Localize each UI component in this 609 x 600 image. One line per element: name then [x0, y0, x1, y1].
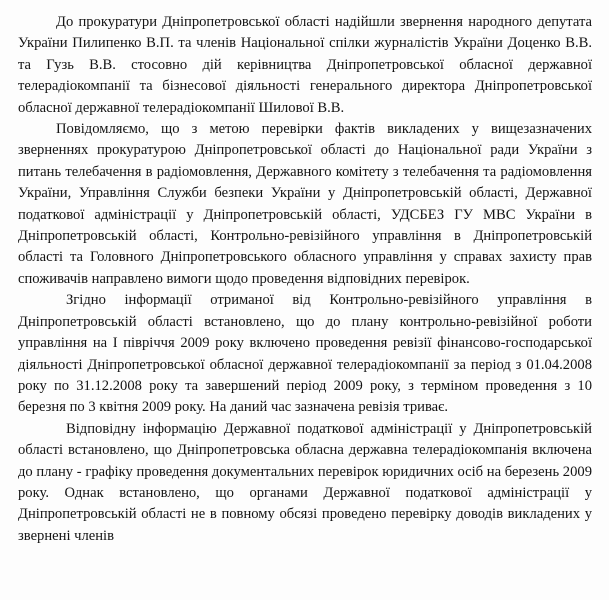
document-body: [18, 12, 592, 547]
paragraph-appeals-received: До прокуратури Дніпропетровської області надійшли звернення народного депутата України Пилипенко В.П. та членів Національної спілки журналістів України Доценко В.В. та Гузь В.В. стосовно дій керівництва Дніпропетровської обласної державної телерадіокомпанії та бізнесової діяльності генерального директора Дніпропетровської обласної державної телерадіокомпанії Шилової В.В.: [18, 14, 592, 116]
paragraph-inspection-requests: Повідомляємо, що з метою перевірки фактів викладених у вищезазначених зверненнях прокуратурою Дніпропетровської області до Національної ради України з питань телебачення в радіомовлення, Державного комітету з телебачення та радіомовлення України, Управління Служби безпеки України у Дніпропетровській області, Державної податкової адміністрації у Дніпропетровській області, УДСБЕЗ ГУ МВС України в Дніпропетровській області, Контрольно-ревізійного управління в Дніпропетровській області та Головного Дніпропетровського обласного управління у справах захисту прав споживачів направлено вимоги щодо проведення відповідних перевірок.: [18, 121, 592, 287]
paragraph-audit-info: Згідно інформації отриманої від Контрольно-ревізійного управління в Дніпропетровській області встановлено, що до плану контрольно-ревізійної роботи управління на I півріччя 2009 року включено проведення ревізії фінансово-господарської діяльності Дніпропетровської обласної державної телерадіокомпанії за період з 01.04.2008 року по 31.12.2008 року та завершений період 2009 року, з терміном проведення з 10 березня по 3 квітня 2009 року. На даний час зазначена ревізія триває.: [18, 292, 592, 416]
paragraph-tax-administration: Відповідну інформацію Державної податкової адміністрації у Дніпропетровській області встановлено, що Дніпропетровська обласна державна телерадіокомпанія включена до плану - графіку проведення документальних перевірок юридичних осіб на березень 2009 року. Однак встановлено, що органами Державної податкової адміністрації у Дніпропетровській області не в повному обсязі проведено перевірку доводів викладених у звернені членів: [18, 420, 592, 544]
